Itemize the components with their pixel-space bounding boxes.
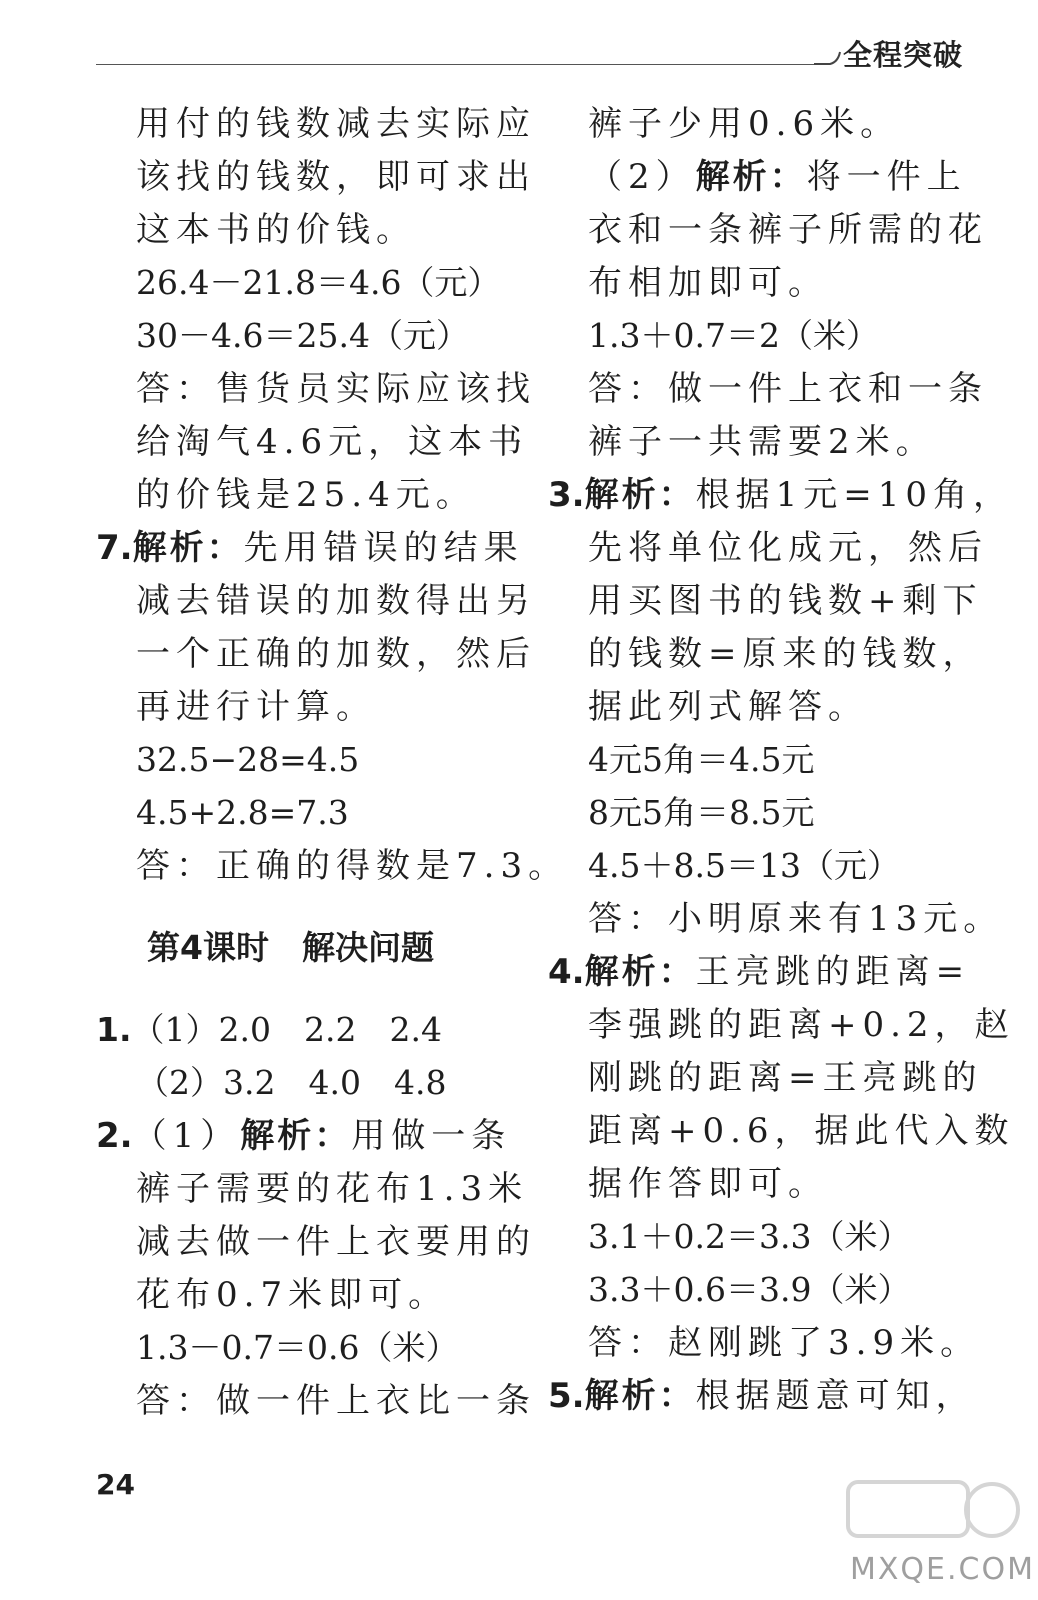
- text-line: 据此列式解答。: [588, 687, 868, 727]
- equation-line: 4.5＋8.5＝13（元）: [588, 846, 900, 885]
- question-1-line-1: [96, 1010, 442, 1050]
- text-line: 根据题意可知，: [695, 1376, 976, 1416]
- equation-line: 4元5角＝4.5元: [588, 740, 815, 779]
- part-prefix: （2）: [588, 157, 696, 197]
- text-line: 将一件上: [806, 157, 967, 197]
- text-line: 减去错误的加数得出另: [136, 581, 536, 621]
- analysis-label: 解析：: [132, 528, 244, 568]
- question-number: 7.: [96, 528, 133, 568]
- answer-values: （1）2.0 2.2 2.4: [131, 1010, 442, 1049]
- header-hook-icon: [812, 46, 842, 66]
- part-prefix: （1）: [132, 1116, 241, 1156]
- question-7-first-line: [96, 528, 524, 568]
- answer-line: 答：正确的得数是7.3。: [136, 846, 569, 886]
- text-line: 先将单位化成元，然后: [588, 528, 988, 568]
- question-4-first-line: [548, 952, 970, 992]
- analysis-label: 解析：: [584, 475, 696, 515]
- equation-line: 3.1＋0.2＝3.3（米）: [588, 1217, 911, 1256]
- answer-line: 裤子一共需要2米。: [588, 422, 936, 462]
- equation-line: 32.5−28=4.5: [136, 740, 360, 779]
- text-line: 花布0.7米即可。: [136, 1275, 449, 1315]
- text-line: 先用错误的结果: [243, 528, 524, 568]
- text-line: 用做一条: [351, 1116, 512, 1156]
- text-line: 裤子少用0.6米。: [588, 104, 901, 144]
- text-line: 布相加即可。: [588, 263, 828, 303]
- equation-line: 30－4.6＝25.4（元）: [136, 316, 469, 355]
- text-line: 根据1元=10角，: [695, 475, 1013, 515]
- question-number: 5.: [548, 1376, 585, 1416]
- equation-line: 3.3＋0.6＝3.9（米）: [588, 1270, 911, 1309]
- analysis-label: 解析：: [240, 1116, 352, 1156]
- header-rule: [96, 64, 816, 65]
- question-number: 1.: [96, 1010, 132, 1049]
- equation-line: 26.4－21.8＝4.6（元）: [136, 263, 501, 302]
- text-line: 这本书的价钱。: [136, 210, 416, 250]
- text-line: 裤子需要的花布1.3米: [136, 1169, 529, 1209]
- equation-line: 1.3－0.7＝0.6（米）: [136, 1328, 459, 1367]
- answer-line: 的价钱是25.4元。: [136, 475, 476, 515]
- question-number: 2.: [96, 1116, 133, 1156]
- text-line: 再进行计算。: [136, 687, 376, 727]
- question-number: 3.: [548, 475, 585, 515]
- equation-line: 4.5+2.8=7.3: [136, 793, 349, 832]
- text-line: 李强跳的距离+0.2，赵: [588, 1005, 1015, 1045]
- question-5-first-line: [548, 1376, 976, 1416]
- question-number: 4.: [548, 952, 585, 992]
- analysis-label: 解析：: [584, 1376, 696, 1416]
- text-line: 衣和一条裤子所需的花: [588, 210, 988, 250]
- answer-line: 答：做一件上衣比一条: [136, 1381, 536, 1421]
- part-2-first-line: [588, 157, 967, 197]
- question-3-first-line: [548, 475, 1013, 515]
- analysis-label: 解析：: [584, 952, 696, 992]
- page-number: 24: [96, 1468, 135, 1501]
- section-heading: 第4课时 解决问题: [147, 928, 434, 967]
- text-line: 用付的钱数减去实际应: [136, 104, 536, 144]
- equation-line: 1.3＋0.7＝2（米）: [588, 316, 879, 355]
- text-line: 刚跳的距离=王亮跳的: [588, 1058, 983, 1098]
- answer-line: 答：小明原来有13元。: [588, 899, 1004, 939]
- question-1-line-2: （2）3.2 4.0 4.8: [136, 1063, 447, 1102]
- text-line: 一个正确的加数，然后: [136, 634, 536, 674]
- text-line: 王亮跳的距离=: [695, 952, 971, 992]
- text-line: 用买图书的钱数+剩下: [588, 581, 983, 621]
- text-line: 减去做一件上衣要用的: [136, 1222, 536, 1262]
- text-line: 的钱数=原来的钱数，: [588, 634, 983, 674]
- equation-line: 8元5角＝8.5元: [588, 793, 815, 832]
- text-line: 距离+0.6，据此代入数: [588, 1111, 1015, 1151]
- analysis-label: 解析：: [695, 157, 807, 197]
- answer-line: 答：售货员实际应该找: [136, 369, 536, 409]
- watermark-text: MXQE.COM: [850, 1552, 1035, 1587]
- answer-line: 给淘气4.6元，这本书: [136, 422, 529, 462]
- header-title: 全程突破: [843, 38, 964, 72]
- question-2-first-line: [96, 1116, 511, 1156]
- text-line: 该找的钱数，即可求出: [136, 157, 536, 197]
- text-line: 据作答即可。: [588, 1164, 828, 1204]
- answer-line: 答：做一件上衣和一条: [588, 369, 988, 409]
- answer-line: 答：赵刚跳了3.9米。: [588, 1323, 981, 1363]
